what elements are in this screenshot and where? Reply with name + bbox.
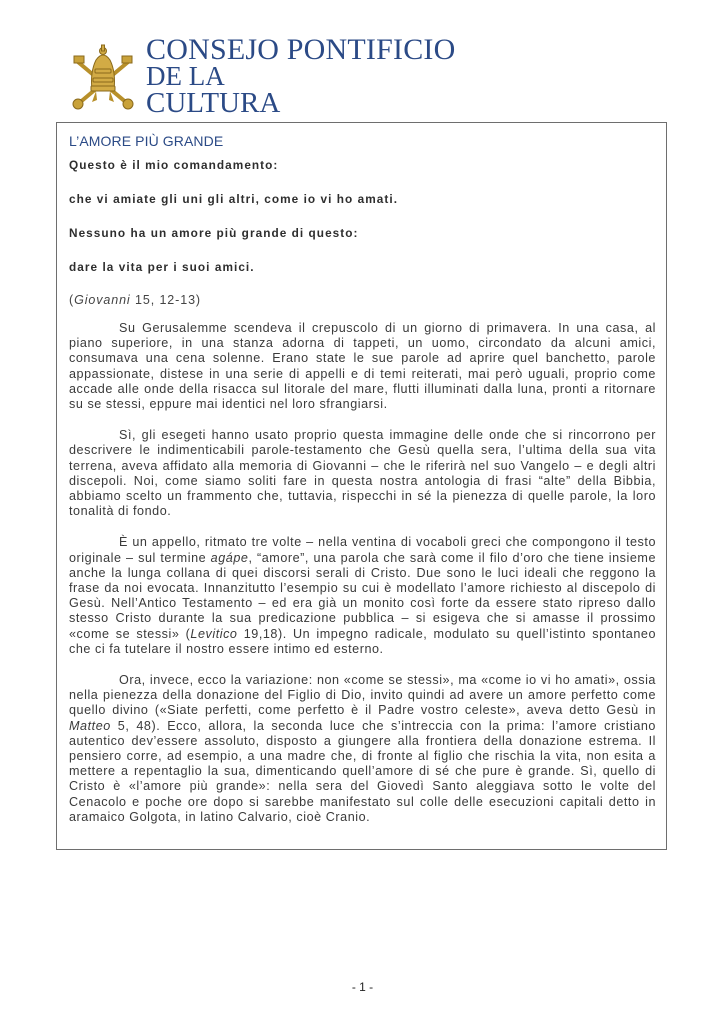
verse-line: Questo è il mio comandamento: xyxy=(69,158,279,172)
document-content xyxy=(69,133,656,841)
paragraph-3: È un appello, ritmato tre volte – nella ventina di vocaboli greci che compongono il testo originale – sul termine agápe, “amore”, una parola che sarà come il filo d’oro che tiene insieme anche la lunga collana di quei discorsi serali di Cristo. Due sono le luci ideali che reggono la frase da noi evocata. Innanzitutto l’esempio su cui è modellato l’amore richiesto al discepolo di Gesù. Nell’Antico Testamento – ed era già un monito così forte da essere stato ripreso dallo stesso Cristo durante la sua predicazione pubblica – si esigeva che si amasse il prossimo «come se stessi» (Levitico 19,18). Un impegno radicale, modulato su quell’istinto spontaneo che ci fa tutelare il nostro essere intimo ed esterno. xyxy=(69,535,657,656)
verse-line: Nessuno ha un amore più grande di questo: xyxy=(69,226,359,240)
paragraph-1: Su Gerusalemme scendeva il crepuscolo di un giorno di primavera. In una casa, al piano superiore, in una stanza adorna di tappeti, un uomo, circondato da alcuni amici, consumava una cena solenne. Erano state le sue parole ad aprire quel banchetto, parole appassionate, distese in una serie di appelli e di temi reiterati, mai però uguali, proprio come accade alle onde della risacca sul litorale del mare, flutti illuminati dalla luna, pronti a ritornare su se stessi, eppure mai identici nel loro sfrangiarsi. xyxy=(69,321,656,412)
document-frame xyxy=(56,122,667,850)
org-line-2: DE LA xyxy=(146,61,225,91)
papal-coat-of-arms-icon xyxy=(70,42,136,110)
page-header xyxy=(68,33,488,119)
scripture-citation: (Giovanni 15, 12-13) xyxy=(69,293,201,307)
citation-book: Giovanni xyxy=(74,293,131,307)
organization-name xyxy=(146,33,456,119)
org-line-1: CONSEJO PONTIFICIO xyxy=(146,33,456,66)
paragraph-2: Sì, gli esegeti hanno usato proprio questa immagine delle onde che si rincorrono per descrivere le indimenticabili parole-testamento che Gesù quella sera, l’ultima della sua vita terrena, aveva affidato alla memoria di Giovanni – che le riferirà nel suo Vangelo – e degli altri discepoli. Noi, come siamo soliti fare in questa nostra antologia di frasi “alte” della Bibbia, abbiamo scelto un frammento che, tuttavia, rispecchi in sé la pienezza di quelle parole, la loro tonalità di fondo. xyxy=(69,428,656,519)
verse-line: dare la vita per i suoi amici. xyxy=(69,260,255,274)
org-line-3: CULTURA xyxy=(146,87,281,119)
verse-line: che vi amiate gli uni gli altri, come io vi ho amati. xyxy=(69,192,399,206)
document-title: L’AMORE PIÙ GRANDE xyxy=(69,133,224,149)
paragraph-4: Ora, invece, ecco la variazione: non «come se stessi», ma «come io vi ho amati», ossia nella pienezza della donazione del Figlio di Dio, invito quindi ad avere un amore perfetto come quello divino («Siate perfetti, come perfetto è il Padre vostro celeste», aveva detto Gesù in Matteo 5, 48). Ecco, allora, la seconda luce che s’intreccia con la prima: l’amore cristiano autentico dev’essere assoluto, disposto a giungere alla frontiera della donazione estrema. Il pensiero corre, ad esempio, a una madre che, di fronte al figlio che rischia la vita, non esita a mettere a repentaglio la sua, dimenticando quell’amore di sé che pure è grande. Sì, quello di Cristo è «l’amore più grande»: nella sera del Giovedì Santo aleggiava sotto le volte del Cenacolo e poche ore dopo si sarebbe manifestato sul colle delle esecuzioni capitali detto in aramaico Golgota, in latino Calvario, cioè Cranio. xyxy=(69,673,656,824)
page-number: - 1 - xyxy=(351,980,374,994)
